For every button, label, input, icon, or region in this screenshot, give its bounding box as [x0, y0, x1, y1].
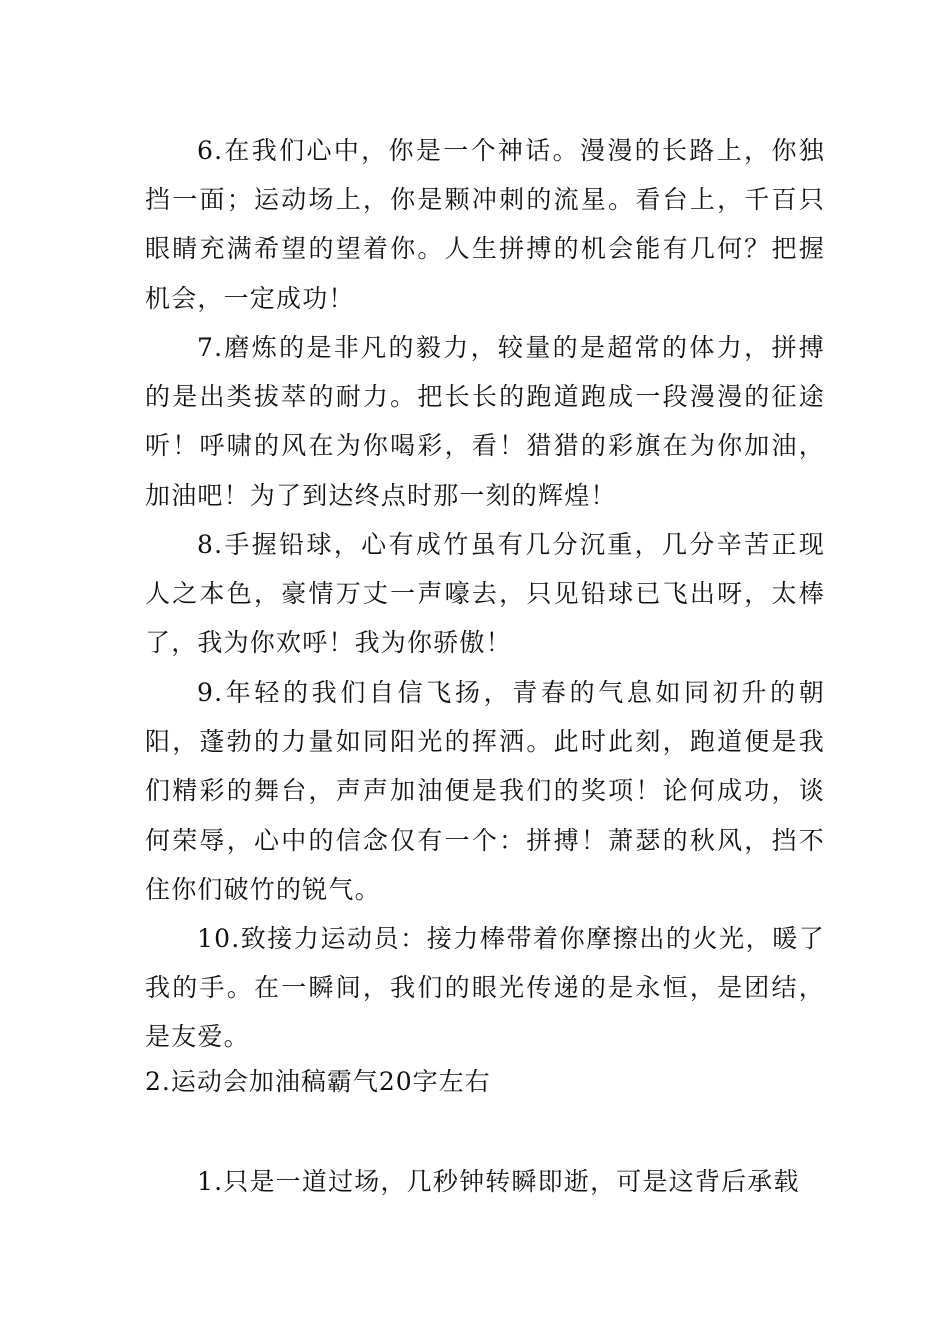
paragraph-number: 10.	[197, 924, 241, 953]
paragraph-text: 只是一道过场，几秒钟转瞬即逝，可是这背后承载	[223, 1167, 800, 1196]
paragraph-9	[145, 668, 825, 914]
paragraph-7	[145, 323, 825, 520]
paragraph-8	[145, 520, 825, 668]
section-paragraph-1	[145, 1157, 825, 1206]
paragraph-10	[145, 914, 825, 1062]
paragraph-number: 8.	[197, 530, 224, 559]
paragraph-text: 致接力运动员：接力棒带着你摩擦出的火光，暖了我的手。在一瞬间，我们的眼光传递的是永恒，是团结，是友爱。	[145, 924, 825, 1052]
paragraph-text: 手握铅球，心有成竹虽有几分沉重，几分辛苦正现人之本色，豪情万丈一声嚎去，只见铅球已飞出呀，太棒了，我为你欢呼！我为你骄傲！	[145, 530, 825, 658]
paragraph-number: 1.	[197, 1167, 224, 1196]
paragraph-number: 6.	[197, 136, 224, 165]
paragraph-text: 年轻的我们自信飞扬，青春的气息如同初升的朝阳，蓬勃的力量如同阳光的挥洒。此时此刻，跑道便是我们精彩的舞台，声声加油便是我们的奖项！论何成功，谈何荣辱，心中的信念仅有一个：拼搏！萧瑟的秋风，挡不住你们破竹的锐气。	[145, 678, 825, 904]
paragraph-number: 9.	[197, 678, 224, 707]
paragraph-number: 7.	[197, 333, 224, 362]
paragraph-text: 磨炼的是非凡的毅力，较量的是超常的体力，拼搏的是出类拔萃的耐力。把长长的跑道跑成一段漫漫的征途听！呼啸的风在为你喝彩，看！猎猎的彩旗在为你加油，加油吧！为了到达终点时那一刻的辉煌！	[145, 333, 825, 510]
paragraph-text: 在我们心中，你是一个神话。漫漫的长路上，你独挡一面；运动场上，你是颗冲刺的流星。看台上，千百只眼睛充满希望的望着你。人生拼搏的机会能有几何？把握机会，一定成功！	[145, 136, 825, 313]
section-heading: 2.运动会加油稿霸气20字左右	[145, 1067, 491, 1096]
paragraph-6	[145, 126, 825, 323]
